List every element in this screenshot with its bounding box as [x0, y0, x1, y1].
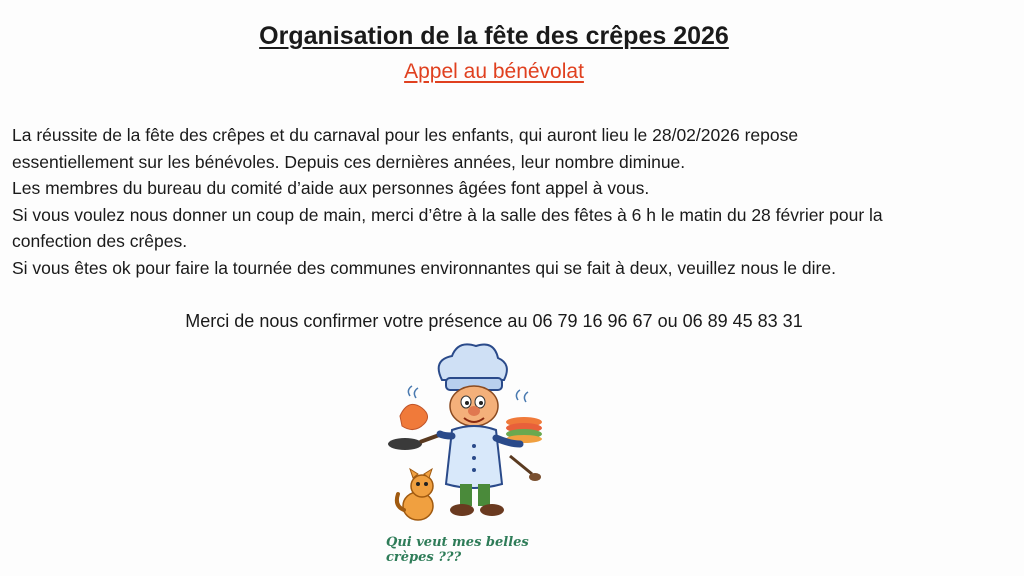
body-line: Si vous êtes ok pour faire la tournée des communes environnantes qui se fait à deux, veuillez nous le dire.: [12, 257, 836, 278]
illustration-caption: Qui veut mes belles crèpes ???: [386, 535, 529, 565]
page-title: Organisation de la fête des crêpes 2026: [259, 22, 729, 50]
body-line: La réussite de la fête des crêpes et du carnaval pour les enfants, qui auront lieu le 28/02/2026 repose: [12, 125, 799, 145]
body-line: confection des crêpes.: [12, 231, 188, 251]
body-line: Si vous voulez nous donner un coup de main, merci d’être à la salle des fêtes à 6 h le matin du 28 février pour la: [12, 204, 883, 225]
body-line: essentiellement sur les bénévoles. Depuis ces dernières années, leur nombre diminue.: [12, 151, 686, 172]
body-text: [12, 122, 1012, 281]
chef-cooking-crepes-icon: [380, 338, 560, 530]
page-subtitle: Appel au bénévolat: [404, 60, 584, 83]
body-line: Les membres du bureau du comité d’aide aux personnes âgées font appel à vous.: [12, 178, 650, 198]
contact-line: Merci de nous confirmer votre présence au 06 79 16 96 67 ou 06 89 45 83 31: [185, 311, 803, 331]
